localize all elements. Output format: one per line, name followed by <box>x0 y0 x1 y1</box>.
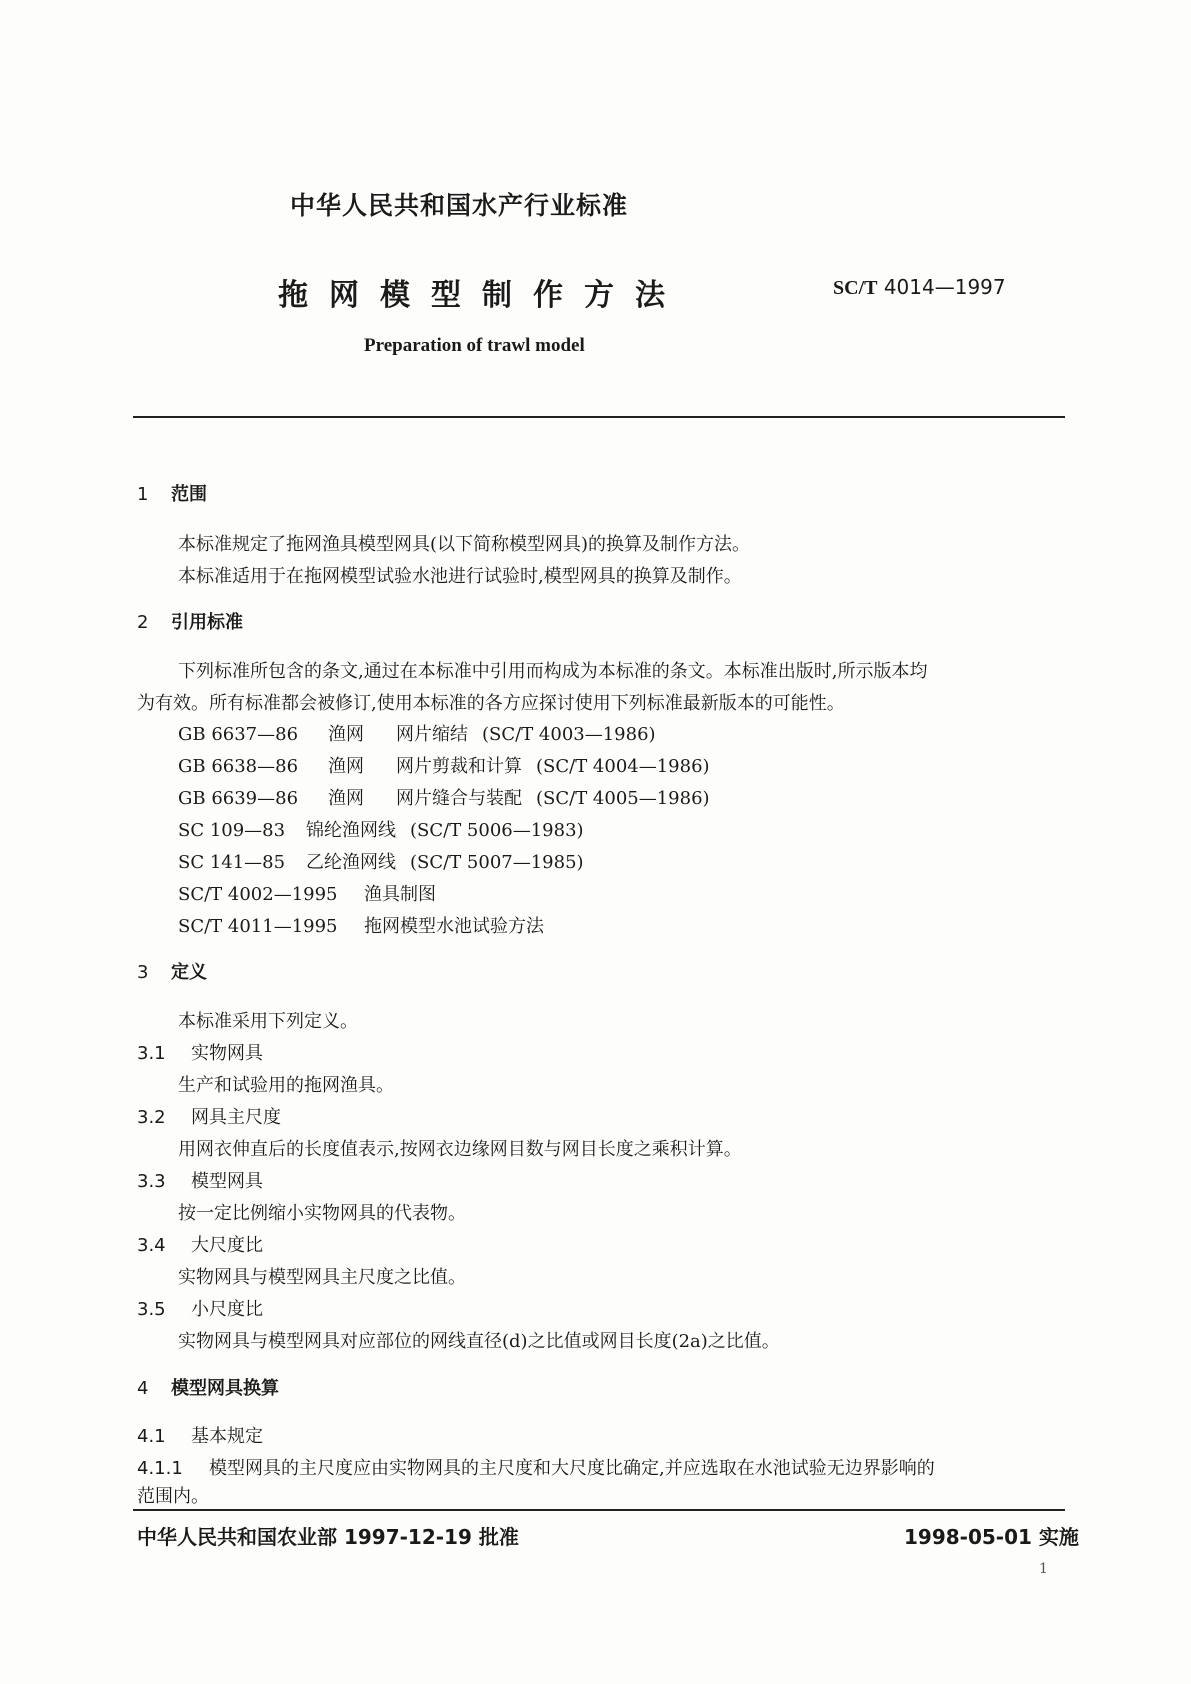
document-title-cn: 拖网模型制作方法 <box>278 278 686 313</box>
section-heading-1: 1 范围 <box>137 484 207 505</box>
definition-term: 3.3 模型网具 <box>137 1171 263 1192</box>
reference-item: GB 6637—86 渔网 网片缩结 (SC/T 4003—1986) <box>178 724 656 745</box>
definition-text: 生产和试验用的拖网渔具。 <box>178 1075 394 1096</box>
section-heading-2: 2 引用标准 <box>137 612 243 633</box>
section-2-intro-line-2: 为有效。所有标准都会被修订,使用本标准的各方应探讨使用下列标准最新版本的可能性。 <box>137 693 845 714</box>
document-title-en: Preparation of trawl model <box>364 335 585 356</box>
reference-item: GB 6639—86 渔网 网片缝合与装配 (SC/T 4005—1986) <box>178 788 710 809</box>
definition-term: 3.2 网具主尺度 <box>137 1107 281 1128</box>
section-1-paragraph-1: 本标准规定了拖网渔具模型网具(以下简称模型网具)的换算及制作方法。 <box>178 534 751 555</box>
standard-category: 中华人民共和国水产行业标准 <box>290 191 629 220</box>
reference-item: SC 141—85 乙纶渔网线 (SC/T 5007—1985) <box>178 852 584 873</box>
approval-info: 中华人民共和国农业部 1997-12-19 批准 <box>137 1525 519 1549</box>
reference-item: SC 109—83 锦纶渔网线 (SC/T 5006—1983) <box>178 820 584 841</box>
definition-term: 3.1 实物网具 <box>137 1043 263 1064</box>
section-3-intro: 本标准采用下列定义。 <box>178 1011 358 1032</box>
reference-item: GB 6638—86 渔网 网片剪裁和计算 (SC/T 4004—1986) <box>178 756 710 777</box>
standard-code-number: 4014—1997 <box>883 275 1006 299</box>
clause-number: 4.1.1 <box>137 1458 183 1479</box>
definition-text: 用网衣伸直后的长度值表示,按网衣边缘网目数与网目长度之乘积计算。 <box>178 1139 742 1160</box>
header-divider <box>133 416 1065 418</box>
reference-item: SC/T 4002—1995 渔具制图 <box>178 884 436 905</box>
implementation-date: 1998-05-01 实施 <box>904 1525 1079 1549</box>
section-heading-4: 4 模型网具换算 <box>137 1378 279 1399</box>
footer-divider <box>133 1509 1065 1511</box>
definition-term: 3.4 大尺度比 <box>137 1235 263 1256</box>
reference-item: SC/T 4011—1995 拖网模型水池试验方法 <box>178 916 544 937</box>
section-2-intro-line-1: 下列标准所包含的条文,通过在本标准中引用而构成为本标准的条文。本标准出版时,所示版本均 <box>178 661 928 682</box>
subsection-heading: 4.1 基本规定 <box>137 1426 263 1447</box>
standard-code-prefix: SC/T <box>833 277 878 299</box>
definition-text: 实物网具与模型网具对应部位的网线直径(d)之比值或网目长度(2a)之比值。 <box>178 1331 780 1352</box>
definition-text: 按一定比例缩小实物网具的代表物。 <box>178 1203 466 1224</box>
clause-text-line-2: 范围内。 <box>137 1486 209 1507</box>
section-1-paragraph-2: 本标准适用于在拖网模型试验水池进行试验时,模型网具的换算及制作。 <box>178 566 742 587</box>
definition-term: 3.5 小尺度比 <box>137 1299 263 1320</box>
page-number: 1 <box>1039 1561 1048 1577</box>
clause-text-line-1: 4.1.1 模型网具的主尺度应由实物网具的主尺度和大尺度比确定,并应选取在水池试验无边界影响的 <box>137 1458 935 1479</box>
section-heading-3: 3 定义 <box>137 962 207 983</box>
standard-code <box>833 275 1006 300</box>
definition-text: 实物网具与模型网具主尺度之比值。 <box>178 1267 466 1288</box>
